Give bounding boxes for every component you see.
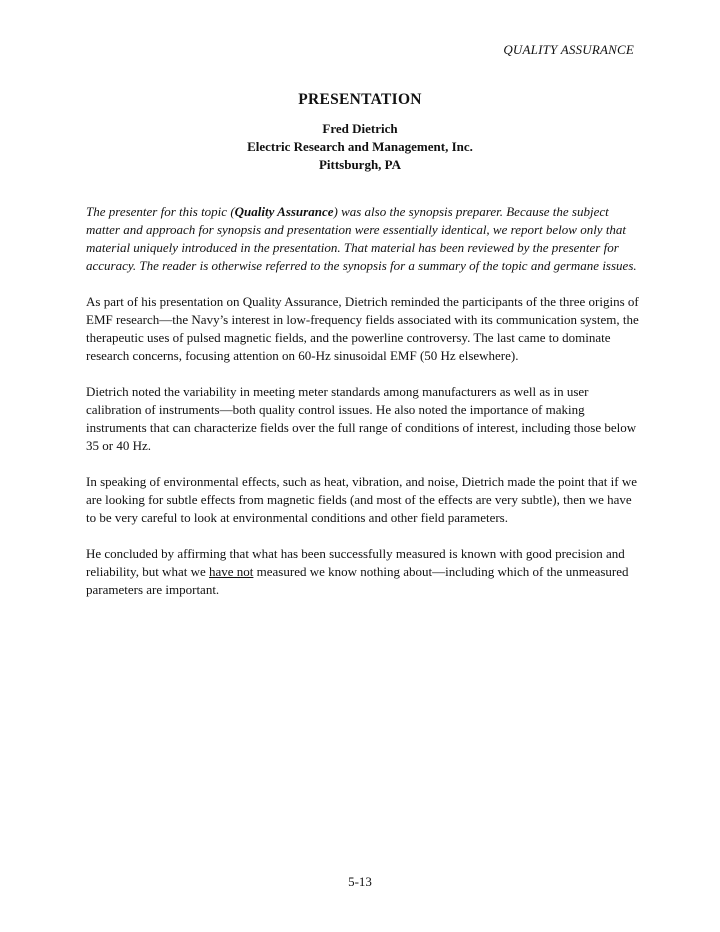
page-title: PRESENTATION bbox=[298, 91, 422, 108]
conclusion-text-end: measured we know nothing about—including which of the unmeasured parameters are important. bbox=[86, 564, 629, 597]
conclusion-emphasis: have not bbox=[209, 564, 254, 579]
body-paragraph-origins: As part of his presentation on Quality Assurance, Dietrich reminded the participants of the three origins of EMF research—the Navy’s interest in low-frequency fields associated with its communication system, the therapeutic uses of pulsed magnetic fields, and the powerline controversy. The last came to dominate research concerns, focusing attention on 60-Hz sinusoidal EMF (50 Hz elsewhere). bbox=[86, 294, 639, 363]
presenter-location: Pittsburgh, PA bbox=[318, 157, 402, 172]
running-header: QUALITY ASSURANCE bbox=[503, 42, 634, 57]
intro-text-end: ) was also the synopsis preparer. Because the subject matter and approach for synopsis and presentation were essentially identical, we report below only that material uniquely introduced in the presentation. That material has been reviewed by the presenter for accuracy. The reader is otherwise referred to the synopsis for a summary of the topic and germane issues. bbox=[86, 204, 637, 273]
body-text bbox=[86, 203, 641, 617]
intro-text-start: The presenter for this topic ( bbox=[86, 204, 235, 219]
page-number: 5-13 bbox=[348, 874, 372, 889]
intro-paragraph bbox=[86, 203, 641, 275]
body-paragraph-environment: In speaking of environmental effects, such as heat, vibration, and noise, Dietrich made the point that if we are looking for subtle effects from magnetic fields (and most of the effects are very subtle), then we have to be very careful to look at environmental conditions and other field parameters. bbox=[86, 474, 638, 525]
conclusion-paragraph bbox=[86, 545, 641, 599]
byline bbox=[0, 120, 720, 174]
intro-topic: Quality Assurance bbox=[234, 204, 334, 219]
conclusion-text-start: He concluded by affirming that what has been successfully measured is known with good precision and reliability, but what we bbox=[86, 546, 625, 579]
body-paragraph-standards: Dietrich noted the variability in meeting meter standards among manufacturers as well as in user calibration of instruments—both quality control issues. He also noted the importance of making instruments that can characterize fields over the full range of conditions of interest, including those below 35 or 40 Hz. bbox=[86, 384, 637, 453]
presenter-organization: Electric Research and Management, Inc. bbox=[247, 139, 473, 154]
presenter-name: Fred Dietrich bbox=[322, 121, 398, 136]
